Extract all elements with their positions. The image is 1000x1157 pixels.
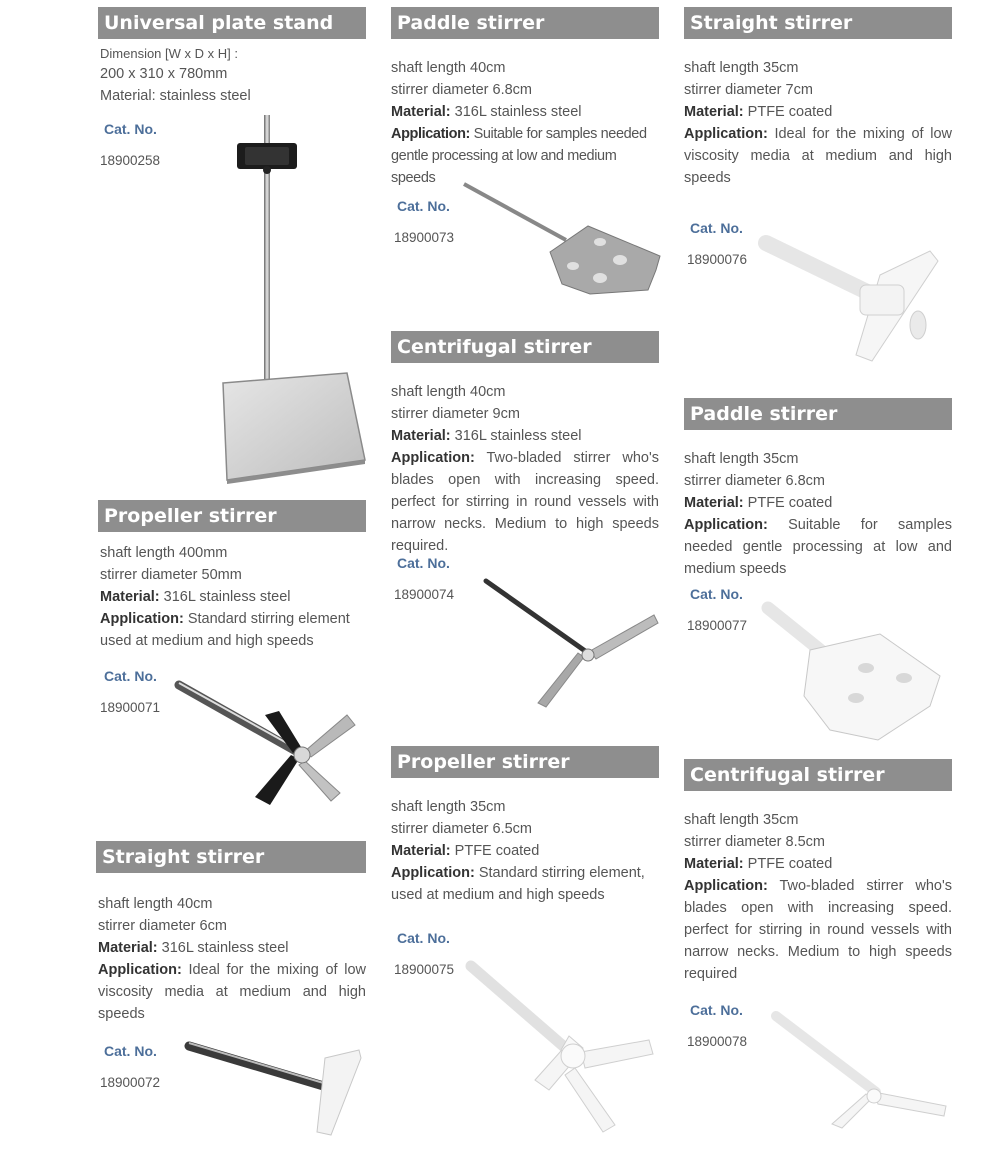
- product-title: Centrifugal stirrer: [391, 331, 659, 363]
- cat-no-value: 18900076: [687, 252, 748, 267]
- product-title: Straight stirrer: [684, 7, 952, 39]
- product-card-propeller-steel: [98, 500, 366, 715]
- stirrer-diameter: stirrer diameter 7cm: [684, 82, 813, 98]
- cat-no-value: 18900077: [687, 618, 748, 633]
- cat-no-label: Cat. No.: [104, 121, 157, 137]
- shaft-length: shaft length 40cm: [391, 384, 506, 400]
- shaft-length: shaft length 40cm: [391, 60, 506, 76]
- material-label: Material:: [391, 843, 451, 859]
- plate-stand-image: [215, 115, 375, 485]
- material-value: PTFE coated: [747, 495, 833, 511]
- application-label: Application:: [684, 126, 768, 142]
- product-card-paddle-ptfe: [684, 398, 953, 633]
- stirrer-diameter: stirrer diameter 6.8cm: [391, 82, 533, 98]
- material-label: Material:: [684, 856, 744, 872]
- product-title: Propeller stirrer: [98, 500, 366, 532]
- application-label: Application:: [684, 517, 768, 533]
- centrifugal-ptfe-image: [770, 1010, 955, 1140]
- application-value: Two-bladed stirrer who's blades open with increasing speed. perfect for stirring in round vessels with narrow necks. Medium to high speeds required.: [391, 450, 659, 554]
- product-card-propeller-ptfe: [391, 746, 659, 977]
- cat-no-label: Cat. No.: [690, 586, 743, 602]
- material-line: Material: stainless steel: [100, 88, 251, 104]
- material-label: Material:: [684, 495, 744, 511]
- product-card-straight-ptfe: [684, 7, 952, 267]
- product-card-centrifugal-steel: [391, 331, 659, 602]
- application-label: Application:: [391, 126, 470, 142]
- shaft-length: shaft length 35cm: [684, 60, 799, 76]
- application-label: Application:: [684, 878, 768, 894]
- straight-ptfe-image: [760, 235, 960, 375]
- cat-no-label: Cat. No.: [690, 1002, 743, 1018]
- material-value: 316L stainless steel: [163, 589, 291, 605]
- product-title: Universal plate stand: [98, 7, 366, 39]
- cat-no-value: 18900078: [687, 1034, 748, 1049]
- shaft-length: shaft length 35cm: [684, 451, 799, 467]
- application-value: Standard stirring element, used at medium and high speeds: [391, 865, 645, 903]
- product-title: Paddle stirrer: [391, 7, 659, 39]
- straight-steel-image: [185, 1040, 365, 1145]
- dimension-value: 200 x 310 x 780mm: [100, 66, 228, 82]
- application-value: Ideal for the mixing of low viscosity media at medium and high speeds: [684, 126, 952, 186]
- cat-no-value: 18900075: [394, 962, 455, 977]
- stirrer-diameter: stirrer diameter 6.5cm: [391, 821, 533, 837]
- application-label: Application:: [391, 865, 475, 881]
- paddle-ptfe-image: [760, 600, 950, 745]
- cat-no-label: Cat. No.: [397, 930, 450, 946]
- propeller-ptfe-image: [465, 960, 660, 1140]
- material-label: Material:: [391, 104, 451, 120]
- centrifugal-steel-image: [480, 575, 660, 715]
- cat-no-label: Cat. No.: [104, 668, 157, 684]
- material-value: 316L stainless steel: [454, 104, 582, 120]
- product-card-universal-plate-stand: [98, 7, 366, 168]
- material-label: Material:: [100, 589, 160, 605]
- stirrer-diameter: stirrer diameter 50mm: [100, 567, 242, 583]
- application-value: Ideal for the mixing of low viscosity media at medium and high speeds: [98, 962, 366, 1022]
- material-value: PTFE coated: [747, 104, 833, 120]
- material-value: PTFE coated: [454, 843, 540, 859]
- cat-no-label: Cat. No.: [104, 1043, 157, 1059]
- application-value: Two-bladed stirrer who's blades open with increasing speed. perfect for stirring in round vessels with narrow necks. Medium to high speeds required: [684, 878, 952, 982]
- stirrer-diameter: stirrer diameter 6.8cm: [684, 473, 826, 489]
- material-label: Material:: [391, 428, 451, 444]
- material-value: 316L stainless steel: [454, 428, 582, 444]
- cat-no-value: 18900258: [100, 153, 161, 168]
- product-title: Propeller stirrer: [391, 746, 659, 778]
- product-title: Centrifugal stirrer: [684, 759, 952, 791]
- application-value: Suitable for samples needed gentle processing at low and medium speeds: [684, 517, 953, 577]
- shaft-length: shaft length 40cm: [98, 896, 213, 912]
- dimension-label: Dimension [W x D x H] :: [100, 46, 238, 61]
- cat-no-value: 18900071: [100, 700, 161, 715]
- material-label: Material:: [98, 940, 158, 956]
- product-title: Straight stirrer: [96, 841, 366, 873]
- paddle-steel-image: [460, 180, 660, 300]
- application-label: Application:: [391, 450, 475, 466]
- cat-no-label: Cat. No.: [397, 198, 450, 214]
- propeller-steel-image: [175, 675, 365, 820]
- cat-no-value: 18900074: [394, 587, 455, 602]
- cat-no-label: Cat. No.: [690, 220, 743, 236]
- cat-no-value: 18900072: [100, 1075, 161, 1090]
- application-label: Application:: [100, 611, 184, 627]
- product-card-centrifugal-ptfe: [684, 759, 952, 1049]
- shaft-length: shaft length 35cm: [391, 799, 506, 815]
- material-label: Material:: [684, 104, 744, 120]
- stirrer-diameter: stirrer diameter 9cm: [391, 406, 520, 422]
- stirrer-diameter: stirrer diameter 6cm: [98, 918, 227, 934]
- cat-no-value: 18900073: [394, 230, 455, 245]
- cat-no-label: Cat. No.: [397, 555, 450, 571]
- product-card-paddle-steel: [391, 7, 659, 245]
- application-value: Suitable for samples needed gentle processing at low and medium speeds: [391, 126, 647, 186]
- stirrer-diameter: stirrer diameter 8.5cm: [684, 834, 826, 850]
- product-card-straight-steel: [96, 841, 366, 1090]
- material-value: 316L stainless steel: [161, 940, 289, 956]
- product-title: Paddle stirrer: [684, 398, 952, 430]
- application-label: Application:: [98, 962, 182, 978]
- application-value: Standard stirring element used at medium and high speeds: [100, 611, 350, 649]
- shaft-length: shaft length 400mm: [100, 545, 228, 561]
- shaft-length: shaft length 35cm: [684, 812, 799, 828]
- material-value: PTFE coated: [747, 856, 833, 872]
